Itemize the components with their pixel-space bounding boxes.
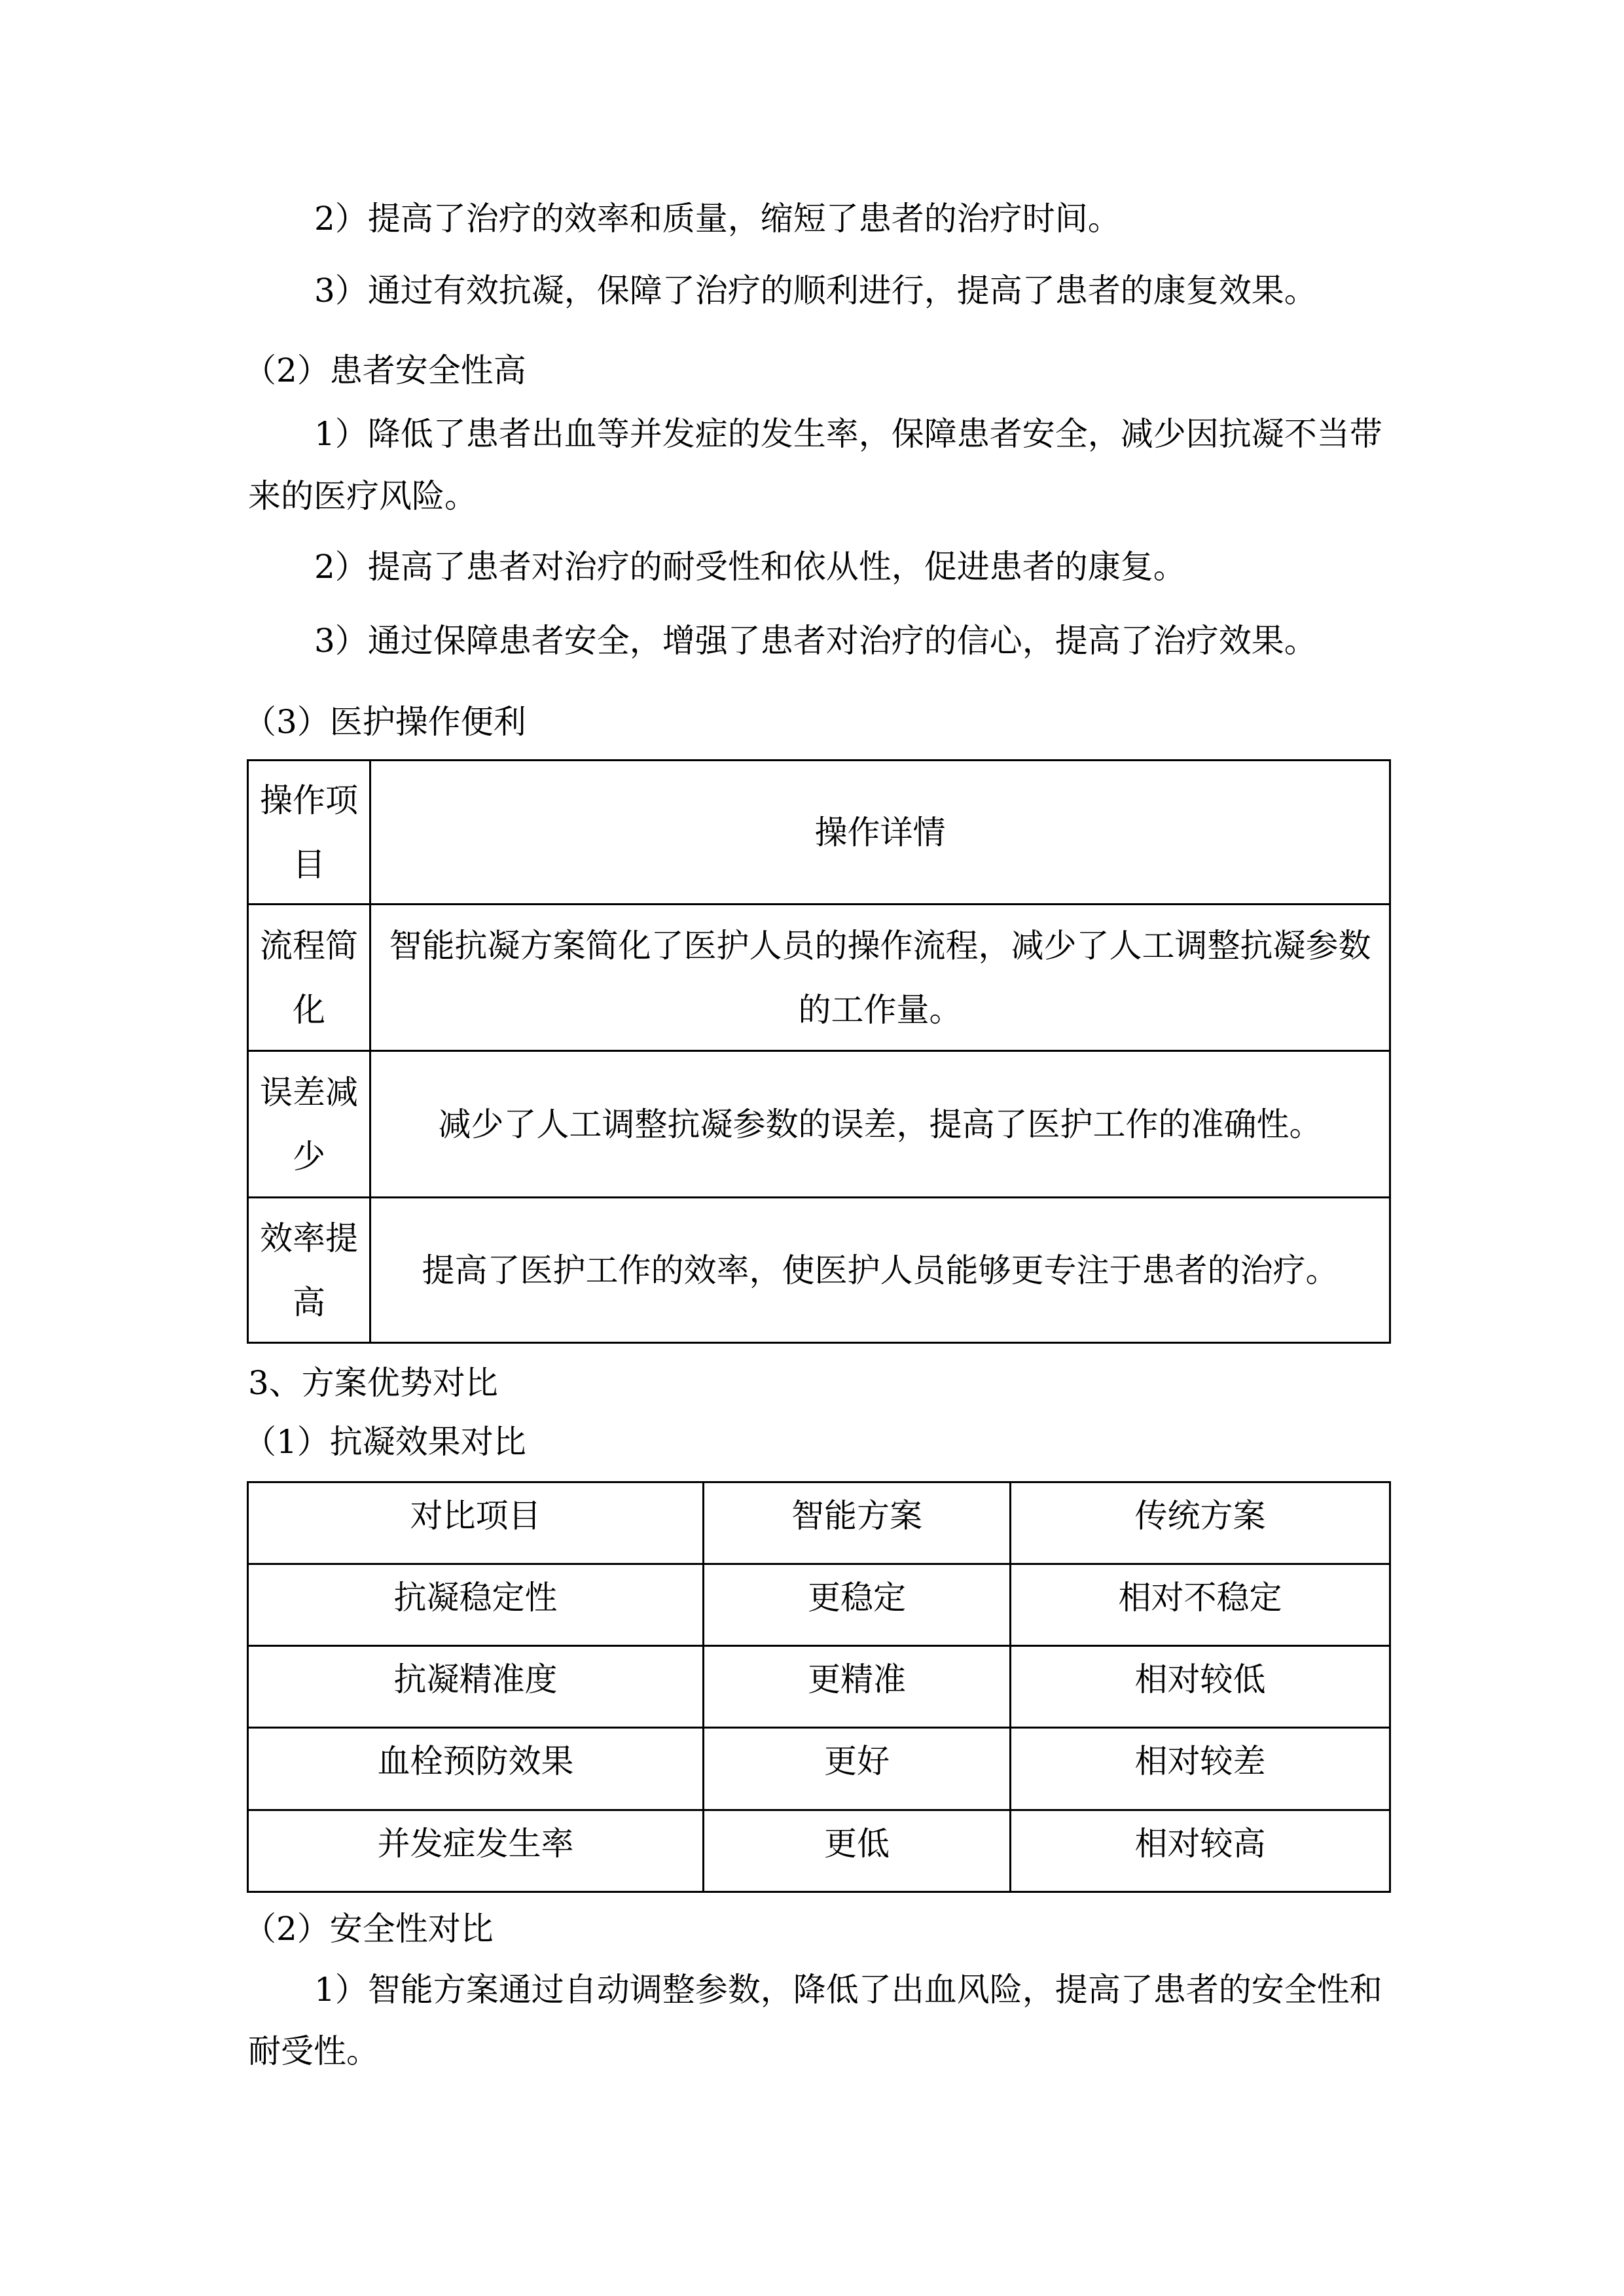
paragraph: 1）智能方案通过自动调整参数，降低了出血风险，提高了患者的安全性和	[314, 1971, 1382, 2009]
paragraph: 2）提高了治疗的效率和质量，缩短了患者的治疗时间。	[314, 200, 1121, 238]
table-cell: 提高了医护工作的效率，使医护人员能够更专注于患者的治疗。	[370, 1198, 1390, 1343]
table-cell: 更稳定	[704, 1564, 1011, 1646]
table-cell: 相对不稳定	[1011, 1564, 1390, 1646]
table-header-cell: 操作详情	[370, 761, 1390, 905]
table-row	[248, 1728, 1390, 1810]
table-cell: 更低	[704, 1810, 1011, 1892]
table-cell: 并发症发生率	[248, 1810, 704, 1892]
table-row	[248, 905, 1390, 1051]
table-header-row	[248, 761, 1390, 905]
paragraph: 耐受性。	[248, 2032, 379, 2070]
table-cell: 抗凝稳定性	[248, 1564, 704, 1646]
table-cell: 智能抗凝方案简化了医护人员的操作流程，减少了人工调整抗凝参数的工作量。	[370, 905, 1390, 1051]
table-cell: 减少了人工调整抗凝参数的误差，提高了医护工作的准确性。	[370, 1051, 1390, 1198]
table-cell: 效率提高	[248, 1198, 370, 1343]
subheading: （2）患者安全性高	[244, 351, 526, 389]
subheading: （3）医护操作便利	[244, 703, 526, 741]
operation-table	[247, 759, 1391, 1344]
subheading: （2）安全性对比	[244, 1910, 494, 1948]
paragraph: 3）通过有效抗凝，保障了治疗的顺利进行，提高了患者的康复效果。	[314, 272, 1317, 310]
table-row	[248, 1051, 1390, 1198]
table-header-row	[248, 1482, 1390, 1564]
table-cell: 流程简化	[248, 905, 370, 1051]
section-heading: 3、方案优势对比	[248, 1364, 498, 1402]
comparison-table	[247, 1481, 1391, 1893]
table-cell: 更好	[704, 1728, 1011, 1810]
paragraph: 3）通过保障患者安全，增强了患者对治疗的信心，提高了治疗效果。	[314, 622, 1317, 660]
paragraph: 来的医疗风险。	[248, 477, 477, 515]
table-row	[248, 1646, 1390, 1728]
table-cell: 更精准	[704, 1646, 1011, 1728]
paragraph: 1）降低了患者出血等并发症的发生率，保障患者安全，减少因抗凝不当带	[314, 415, 1382, 453]
table-cell: 相对较高	[1011, 1810, 1390, 1892]
subheading: （1）抗凝效果对比	[244, 1423, 526, 1461]
table-header-cell: 传统方案	[1011, 1482, 1390, 1564]
paragraph: 2）提高了患者对治疗的耐受性和依从性，促进患者的康复。	[314, 548, 1186, 586]
table-cell: 抗凝精准度	[248, 1646, 704, 1728]
table-header-cell: 操作项目	[248, 761, 370, 905]
table-cell: 相对较低	[1011, 1646, 1390, 1728]
table-cell: 相对较差	[1011, 1728, 1390, 1810]
table-cell: 误差减少	[248, 1051, 370, 1198]
table-row	[248, 1198, 1390, 1343]
table-header-cell: 对比项目	[248, 1482, 704, 1564]
table-row	[248, 1810, 1390, 1892]
table-header-cell: 智能方案	[704, 1482, 1011, 1564]
table-cell: 血栓预防效果	[248, 1728, 704, 1810]
table-row	[248, 1564, 1390, 1646]
